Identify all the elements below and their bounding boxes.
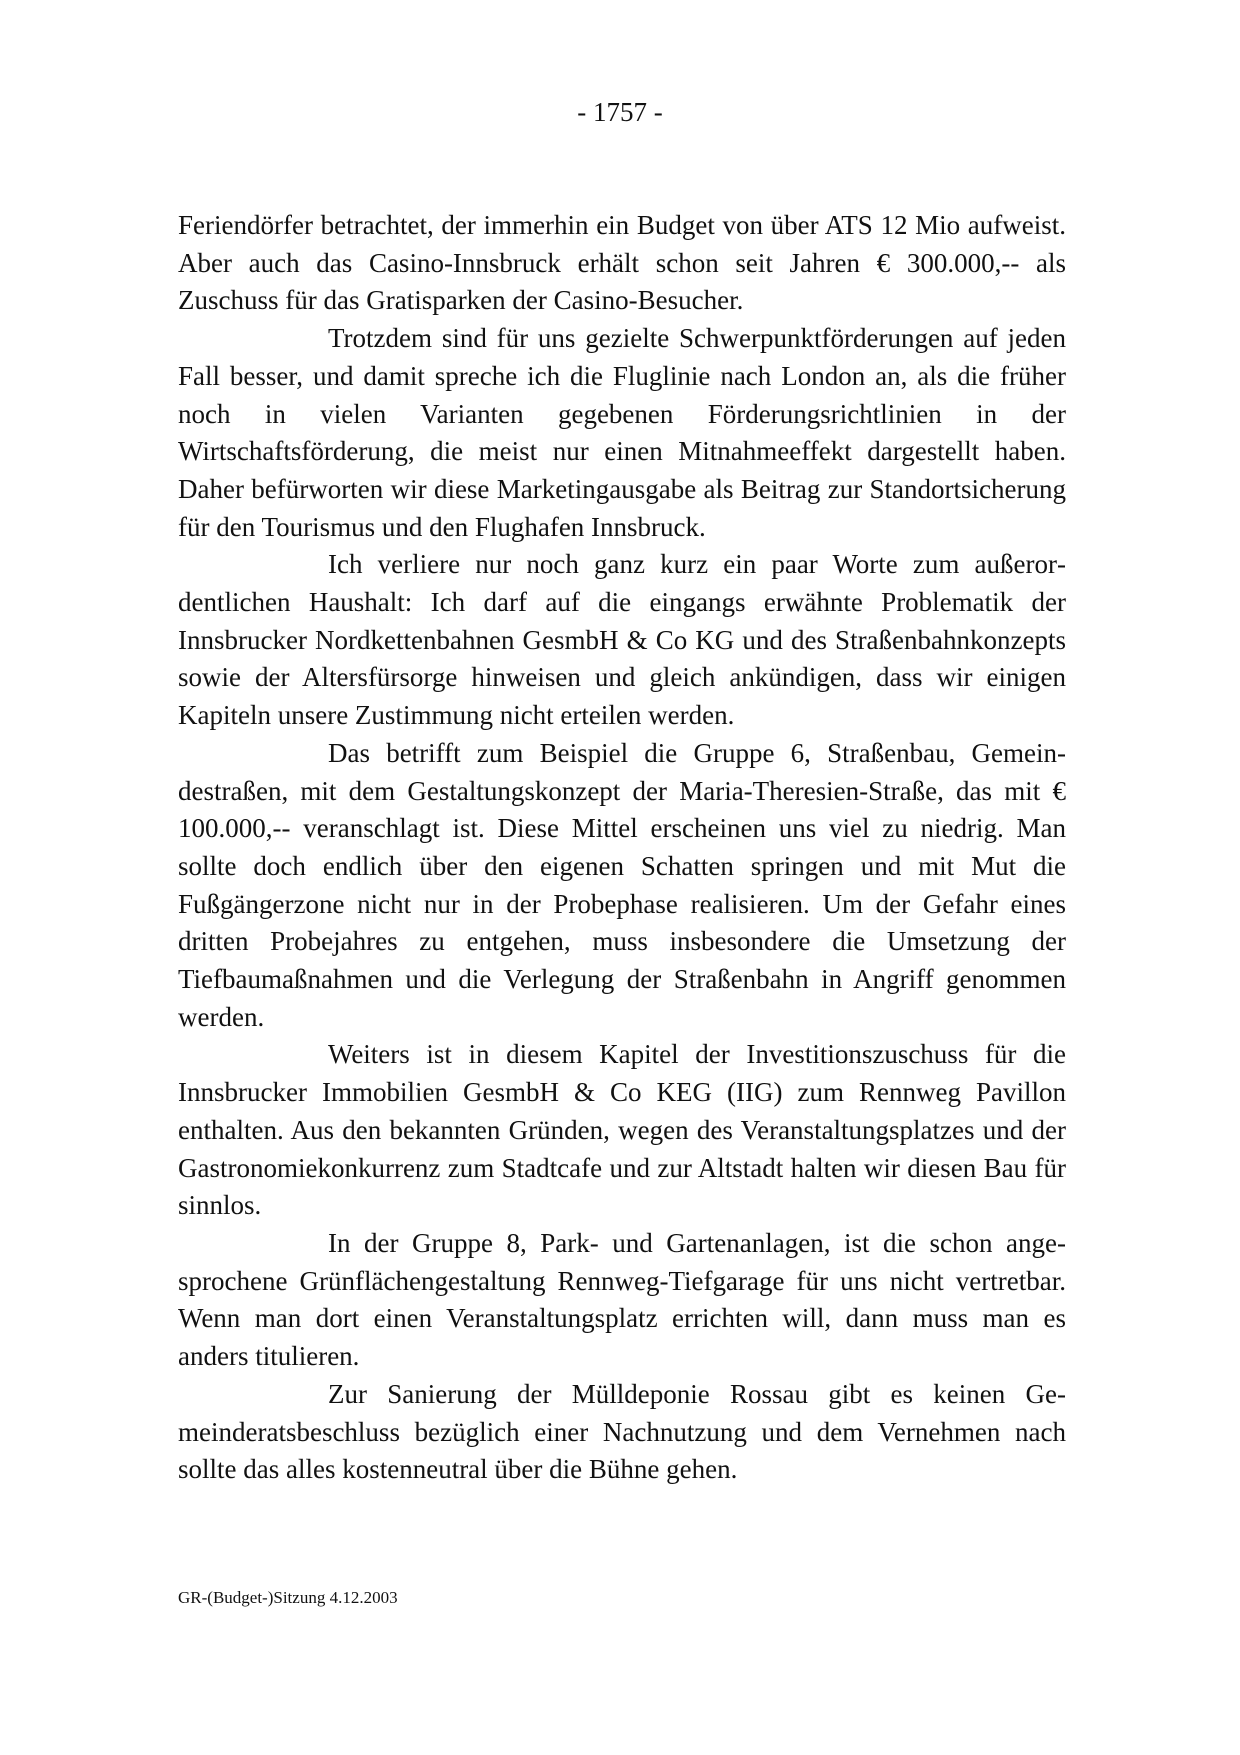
document-body xyxy=(178,207,1066,1489)
paragraph-3: Ich verliere nur noch ganz kurz ein paar Worte zum außerordentlichen Haushalt: Ich darf auf die eingangs erwähnte Problematik der Innsbrucker Nordkettenbahnen GesmbH & Co KG und des Straßenbahnkonzepts sowie der Altersfürsorge hinweisen und gleich ankündigen, dass wir einigen Kapiteln unsere Zustimmung nicht erteilen werden. xyxy=(178,549,1066,731)
paragraph-6: In der Gruppe 8, Park- und Gartenanlagen, ist die schon angesprochene Grünflächengestaltung Rennweg-Tiefgarage für uns nicht vertretbar. Wenn man dort einen Veranstaltungsplatz errichten will, dann muss man es anders titulieren. xyxy=(178,1227,1066,1372)
footer-session-label: GR-(Budget-)Sitzung 4.12.2003 xyxy=(178,1588,398,1607)
paragraph-4: Das betrifft zum Beispiel die Gruppe 6, Straßenbau, Gemeindestraßen, mit dem Gestaltungskonzept der Maria-Theresien-Straße, das mit € 100.000,-- veranschlagt ist. Diese Mittel erscheinen uns viel zu niedrig. Man sollte doch endlich über den eigenen Schatten springen und mit Mut die Fußgängerzone nicht nur in der Probephase realisieren. Um der Gefahr eines dritten Probejahres zu entgehen, muss insbesondere die Umsetzung der Tiefbaumaßnahmen und die Verlegung der Straßenbahn in Angriff genommen werden. xyxy=(178,737,1066,1032)
page-number: - 1757 - xyxy=(577,97,663,127)
paragraph-5: Weiters ist in diesem Kapitel der Investitionszuschuss für die Innsbrucker Immobilien GesmbH & Co KEG (IIG) zum Rennweg Pavillon enthalten. Aus den bekannten Gründen, wegen des Veranstaltungsplatzes und der Gastronomiekonkurrenz zum Stadtcafe und zur Altstadt halten wir diesen Bau für sinnlos. xyxy=(178,1039,1066,1221)
paragraph-2: Trotzdem sind für uns gezielte Schwerpunktförderungen auf jeden Fall besser, und damit spreche ich die Fluglinie nach London an, als die früher noch in vielen Varianten gegebenen Förderungsrichtlinien in der Wirtschaftsförderung, die meist nur einen Mitnahmeeffekt dargestellt haben. Daher befürworten wir diese Marketingausgabe als Beitrag zur Standortsicherung für den Tourismus und den Flughafen Innsbruck. xyxy=(178,323,1066,542)
paragraph-1: Feriendörfer betrachtet, der immerhin ein Budget von über ATS 12 Mio aufweist. Aber auch das Casino-Innsbruck erhält schon seit Jahren € 300.000,-- als Zuschuss für das Gratisparken der Casino-Besucher. xyxy=(178,210,1066,316)
paragraph-7: Zur Sanierung der Mülldeponie Rossau gibt es keinen Gemeinderatsbeschluss bezüglich einer Nachnutzung und dem Vernehmen nach sollte das alles kostenneutral über die Bühne gehen. xyxy=(178,1378,1066,1485)
